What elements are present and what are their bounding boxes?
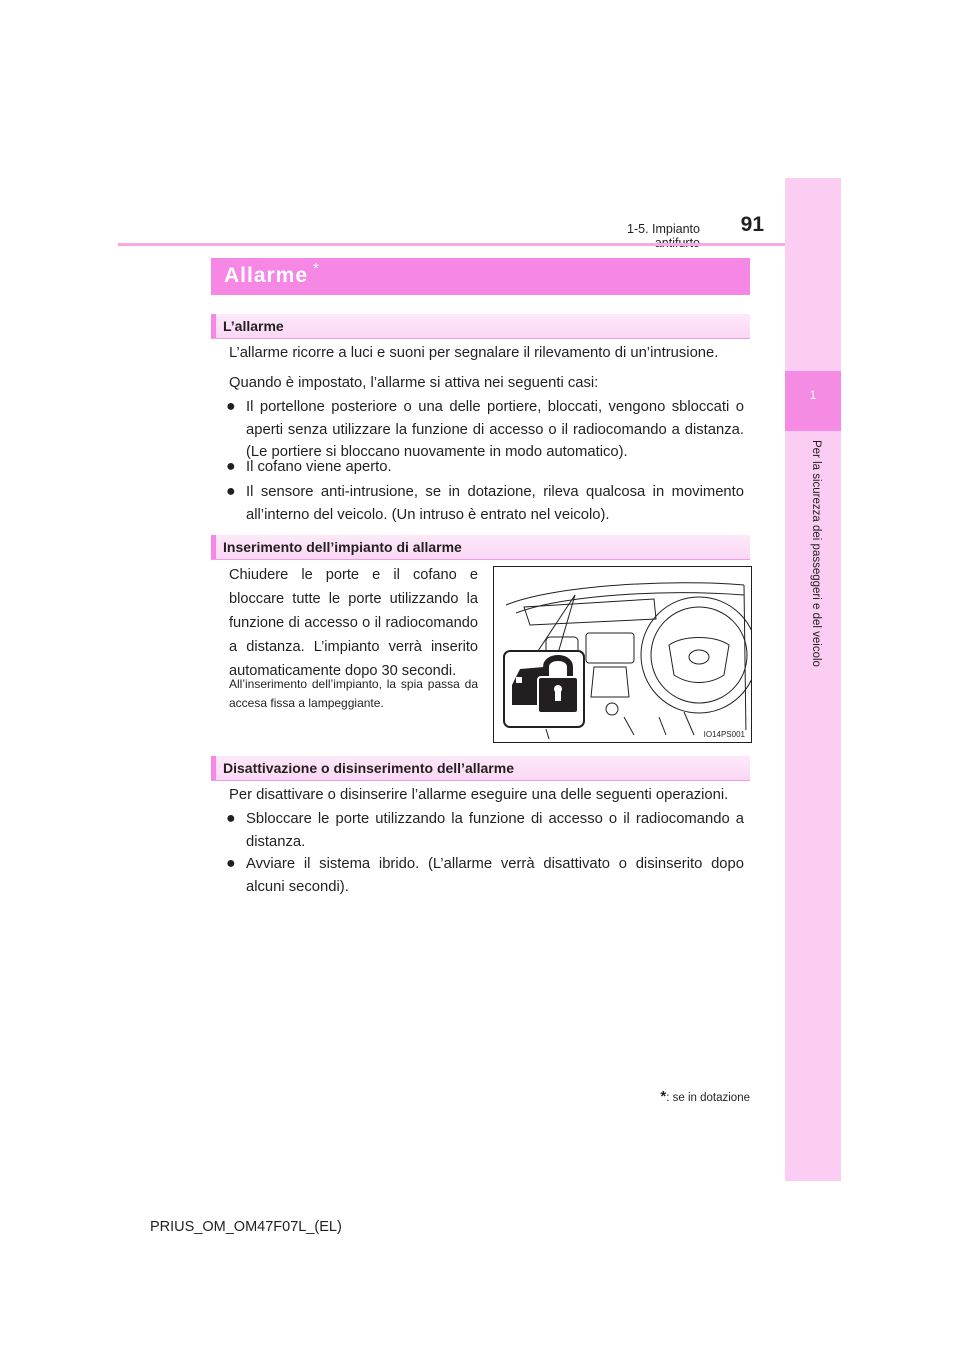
page-number: 91 [740,213,764,236]
section-note: All’inserimento dell’impianto, la spia passa da accesa fissa a lampeggiante. [229,677,478,710]
list-item: Avviare il sistema ibrido. (L’allarme verrà disattivato o disinserito dopo alcuni secondi). [246,856,744,895]
section-intro: L’allarme ricorre a luci e suoni per segnalare il rilevamento di un’intrusione. [229,345,719,361]
bullet-icon: ● [226,458,236,475]
section-accent [211,535,216,559]
document-id: PRIUS_OM_OM47F07L_(EL) [150,1219,342,1235]
section-text: Chiudere le porte e il cofano e bloccare tutte le porte utilizzando la funzione di accesso o il radiocomando a distanza. L’impianto verrà inserito automaticamente dopo 30 secondi. [229,567,478,679]
bullet-icon: ● [226,483,236,500]
section-accent [211,756,216,780]
list-item: Il cofano viene aperto. [246,459,392,475]
section-lead: Quando è impostato, l’allarme si attiva nei seguenti casi: [229,375,599,391]
section-heading: Inserimento dell’impianto di allarme [223,539,462,555]
section-heading: Disattivazione o disinserimento dell’allarme [223,760,514,776]
list-item: Il portellone posteriore o una delle portiere, bloccati, vengono sbloccati o aperti senza utilizzare la funzione di accesso o il radiocomando a distanza. (Le portiere si bloccano nuovamente in modo automatico). [246,399,744,460]
section-header-inserimento [211,535,750,560]
header-divider [118,243,785,246]
footnote [587,1088,750,1105]
footnote-symbol: * [660,1088,667,1105]
title-asterisk: * [313,260,319,277]
list-item: Sbloccare le porte utilizzando la funzione di accesso o il radiocomando a distanza. [246,811,744,850]
footnote-text: : se in dotazione [666,1092,750,1104]
section-header-allarme [211,314,750,339]
section-accent [211,314,216,338]
list-item: Il sensore anti-intrusione, se in dotazione, rileva qualcosa in movimento all’interno del veicolo. (Un intruso è entrato nel veicolo). [246,484,744,523]
page-title: Allarme [224,264,309,287]
section-intro: Per disattivare o disinserire l’allarme eseguire una delle seguenti operazioni. [229,787,729,803]
section-header-disattivazione [211,756,750,781]
dashboard-drawing [494,567,751,742]
section-label: 1-5. Impianto [627,222,700,236]
bullet-icon: ● [226,398,236,415]
bullet-icon: ● [226,810,236,827]
figure-code: IO14PS001 [703,730,745,739]
dashboard-illustration [493,566,752,743]
chapter-tab-number: 1 [809,388,817,402]
bullet-icon: ● [226,855,236,872]
chapter-tab-title: Per la sicurezza dei passeggeri e del veicolo [810,440,822,667]
section-heading: L’allarme [223,318,284,334]
